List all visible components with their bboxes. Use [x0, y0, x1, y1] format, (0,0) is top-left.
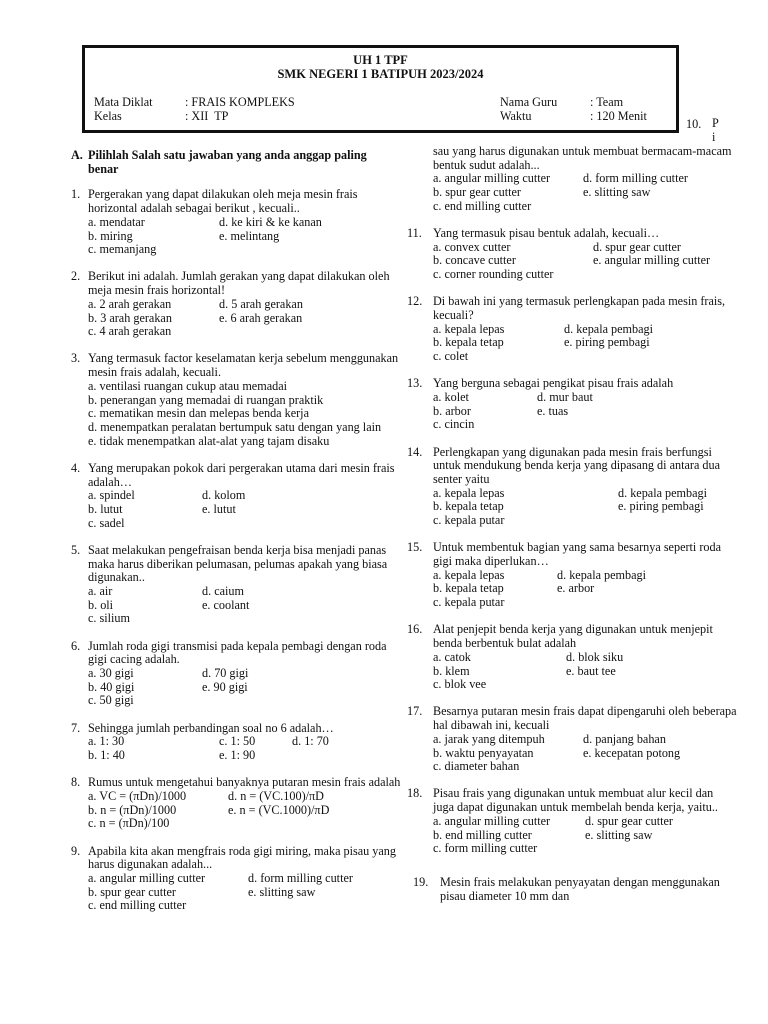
question-number: 12. [407, 294, 423, 309]
question-text: Mesin frais melakukan penyayatan dengan menggunakan pisau diameter 10 mm dan [440, 874, 720, 903]
option-b[interactable]: b. lutut [88, 501, 123, 516]
question-text: Pergerakan yang dapat dilakukan oleh meja mesin frais horizontal adalah sebagai berikut , kecuali.. [88, 187, 358, 216]
question-5 [71, 544, 401, 626]
question-6 [71, 640, 401, 709]
option-b[interactable]: b. klem [433, 663, 470, 678]
option-d[interactable]: d. kolom [202, 488, 246, 503]
option-b[interactable]: b. spur gear cutter [88, 884, 176, 899]
option-b[interactable]: b. arbor [433, 403, 471, 418]
option-a[interactable]: a. jarak yang ditempuh [433, 731, 545, 746]
section-instruction: Pilihlah Salah satu jawaban yang anda anggap paling benar [88, 148, 367, 176]
exam-header [82, 45, 679, 133]
option-b[interactable]: b. kepala tetap [433, 581, 504, 596]
option-e[interactable]: e. piring pembagi [618, 499, 704, 514]
option-d[interactable]: d. 5 arah gerakan [219, 296, 303, 311]
option-c[interactable]: c. end milling cutter [433, 198, 532, 213]
option-e[interactable]: e. coolant [202, 597, 250, 612]
option-d[interactable]: d. blok siku [566, 649, 624, 664]
option-e[interactable]: e. 6 arah gerakan [219, 310, 303, 325]
option-e[interactable]: e. tuas [537, 403, 569, 418]
option-b[interactable]: b. miring [88, 228, 133, 243]
option-d[interactable]: d. spur gear cutter [593, 239, 681, 254]
option-e[interactable]: e. piring pembagi [564, 335, 650, 350]
question-9 [71, 845, 401, 914]
question-number: 16. [407, 622, 423, 637]
question-text: Di bawah ini yang termasuk perlengkapan pada mesin frais, kecuali? [433, 294, 726, 323]
option-b[interactable]: b. end milling cutter [433, 827, 532, 842]
option-a[interactable]: a. kepala lepas [433, 321, 505, 336]
waktu-label: Waktu [500, 109, 532, 123]
question-text: Yang merupakan pokok dari pergerakan utama dari mesin frais adalah… [88, 460, 395, 489]
side-fragment-i: i [712, 130, 716, 144]
option-b[interactable]: b. waktu penyayatan [433, 745, 534, 760]
option-c[interactable]: c. 50 gigi [88, 693, 134, 708]
question-number: 13. [407, 376, 423, 391]
question-17 [407, 705, 737, 774]
option-a[interactable]: a. VC = (πDn)/1000 [88, 788, 187, 803]
option-a[interactable]: a. 2 arah gerakan [88, 296, 172, 311]
option-a[interactable]: a. angular milling cutter [433, 171, 551, 186]
option-a[interactable]: a. ventilasi ruangan cukup atau memadai [88, 378, 287, 393]
question-number: 18. [407, 786, 423, 801]
question-text: Perlengkapan yang digunakan pada mesin frais berfungsi untuk mendukung benda kerja yang dipasang di antara dua senter yaitu [433, 444, 720, 487]
option-a[interactable]: a. kolet [433, 390, 469, 405]
question-number: 8. [71, 775, 81, 790]
option-c[interactable]: c. kepala putar [433, 513, 505, 528]
option-b[interactable]: b. 3 arah gerakan [88, 310, 172, 325]
question-4 [71, 462, 401, 531]
question-number: 17. [407, 704, 423, 719]
mata-diklat-label: Mata Diklat [94, 95, 153, 109]
option-c[interactable]: c. sadel [88, 515, 125, 530]
question-number: 19. [413, 874, 429, 889]
option-d[interactable]: d. kepala pembagi [618, 485, 708, 500]
option-c[interactable]: c. blok vee [433, 677, 487, 692]
option-a[interactable]: a. mendatar [88, 214, 145, 229]
school-title: SMK NEGERI 1 BATIPUH 2023/2024 [277, 67, 484, 81]
question-text: Apabila kita akan mengfrais roda gigi miring, maka pisau yang harus digunakan adalah... [88, 843, 396, 872]
question-text: Besarnya putaran mesin frais dapat dipengaruhi oleh beberapa hal dibawah ini, kecuali [433, 704, 737, 733]
question-number: 2. [71, 269, 81, 284]
question-2 [71, 270, 401, 339]
question-10-continuation [407, 145, 737, 214]
option-c[interactable]: c. n = (πDn)/100 [88, 816, 170, 831]
option-a[interactable]: a. 30 gigi [88, 666, 134, 680]
waktu-value: : 120 Menit [590, 109, 647, 123]
question-text: Yang termasuk pisau bentuk adalah, kecuali… [433, 226, 660, 241]
question-number: 7. [71, 720, 81, 735]
question-text: Saat melakukan pengefraisan benda kerja bisa menjadi panas maka harus diberikan pelumasan, pelumas apakah yang biasa digunakan.. [88, 542, 388, 585]
section-heading [71, 149, 401, 176]
option-d[interactable]: d. caium [202, 583, 244, 598]
question-number: 14. [407, 444, 423, 459]
option-a[interactable]: a. angular milling cutter [88, 870, 206, 885]
kelas-label: Kelas [94, 109, 122, 123]
question-number: 6. [71, 638, 81, 653]
question-19 [407, 876, 737, 903]
option-e[interactable]: e. angular milling cutter [593, 253, 711, 268]
option-d[interactable]: d. form milling cutter [248, 870, 353, 885]
question-text: sau yang harus digunakan untuk membuat bermacam-macam bentuk sudut adalah... [433, 144, 732, 172]
option-c[interactable]: c. corner rounding cutter [433, 267, 554, 282]
question-number: 5. [71, 542, 81, 557]
option-b[interactable]: b. 40 gigi [88, 679, 135, 694]
nama-guru-value: : Team [590, 95, 624, 109]
option-c[interactable]: c. cincin [433, 417, 475, 432]
option-c[interactable]: c. 1: 50 [219, 734, 256, 749]
question-18 [407, 787, 737, 856]
option-c[interactable]: c. end milling cutter [88, 898, 187, 913]
question-text: Rumus untuk mengetahui banyaknya putaran mesin frais adalah [88, 775, 401, 790]
option-b[interactable]: b. concave cutter [433, 253, 516, 268]
question-text: Sehingga jumlah perbandingan soal no 6 adalah… [88, 720, 334, 735]
question-number: 9. [71, 843, 81, 858]
option-c[interactable]: c. colet [433, 349, 469, 364]
option-b[interactable]: b. 1: 40 [88, 748, 125, 763]
mata-diklat-value: : FRAIS KOMPLEKS [185, 95, 295, 109]
exam-title: UH 1 TPF [353, 53, 408, 67]
option-b[interactable]: b. penerangan yang memadai di ruangan praktik [88, 392, 324, 407]
option-a[interactable]: a. kepala lepas [433, 567, 505, 582]
kelas-value: : XII TP [185, 109, 229, 123]
option-c[interactable]: c. diameter bahan [433, 759, 520, 774]
question-number: 15. [407, 540, 423, 555]
left-column [71, 149, 401, 927]
question-12 [407, 295, 737, 364]
option-b[interactable]: b. spur gear cutter [433, 185, 521, 200]
question-number: 11. [407, 226, 422, 241]
option-e[interactable]: e. melintang [219, 228, 280, 243]
question-11 [407, 227, 737, 282]
question-text: Untuk membentuk bagian yang sama besarnya seperti roda gigi maka diperlukan… [433, 540, 722, 569]
question-text: Yang termasuk factor keselamatan kerja sebelum menggunakan mesin frais adalah, kecuali. [88, 351, 399, 380]
option-a[interactable]: a. convex cutter [433, 239, 511, 254]
option-e[interactable]: e. 1: 90 [219, 748, 256, 763]
option-e[interactable]: e. kecepatan potong [583, 745, 681, 760]
option-a[interactable]: a. kepala lepas [433, 485, 505, 500]
option-d[interactable]: d. panjang bahan [583, 731, 666, 746]
question-text: Berikut ini adalah. Jumlah gerakan yang dapat dilakukan oleh meja mesin frais horizontal! [88, 269, 390, 298]
question-16 [407, 623, 737, 692]
option-c[interactable]: c. 4 arah gerakan [88, 324, 172, 339]
question-number: 1. [71, 187, 81, 202]
side-fragment-p: P [712, 116, 719, 130]
option-a[interactable]: a. air [88, 583, 113, 598]
question-number: 3. [71, 351, 81, 366]
question-text: Yang berguna sebagai pengikat pisau frais adalah [433, 376, 674, 391]
option-d[interactable]: d. kepala pembagi [564, 321, 654, 336]
option-a[interactable]: a. catok [433, 649, 471, 664]
question-number: 4. [71, 460, 81, 475]
option-c[interactable]: c. silium [88, 611, 130, 626]
option-d[interactable]: d. form milling cutter [583, 171, 688, 186]
option-d[interactable]: d. n = (VC.100)/πD [228, 788, 324, 803]
option-d[interactable]: d. ke kiri & ke kanan [219, 214, 322, 229]
option-c[interactable]: c. mematikan mesin dan melepas benda kerja [88, 406, 309, 421]
option-d[interactable]: d. 1: 70 [292, 734, 329, 749]
option-b[interactable]: b. kepala tetap [433, 499, 504, 514]
option-e[interactable]: e. lutut [202, 501, 236, 516]
right-column [407, 145, 737, 903]
option-e[interactable]: e. slitting saw [248, 884, 316, 899]
option-e[interactable]: e. tidak menempatkan alat-alat yang tajam disaku [88, 433, 330, 448]
option-a[interactable]: a. spindel [88, 488, 135, 503]
option-e[interactable]: e. 90 gigi [202, 679, 248, 694]
option-a[interactable]: a. 1: 30 [88, 734, 125, 749]
option-b[interactable]: b. kepala tetap [433, 335, 504, 350]
option-b[interactable]: b. oli [88, 597, 114, 612]
question-1 [71, 188, 401, 257]
option-e[interactable]: e. slitting saw [583, 185, 651, 200]
question-text: Alat penjepit benda kerja yang digunakan untuk menjepit benda berbentuk bulat adalah [433, 622, 713, 651]
option-e[interactable]: e. arbor [557, 581, 595, 596]
question-15 [407, 541, 737, 610]
option-d[interactable]: d. spur gear cutter [585, 813, 673, 828]
question-7 [71, 722, 401, 763]
option-c[interactable]: c. kepala putar [433, 595, 505, 610]
side-question-number: 10. [686, 117, 702, 131]
option-e[interactable]: e. slitting saw [585, 827, 653, 842]
question-13 [407, 377, 737, 432]
section-label: A. [71, 148, 83, 162]
option-d[interactable]: d. mur baut [537, 390, 593, 405]
question-text: Pisau frais yang digunakan untuk membuat alur kecil dan juga dapat digunakan untuk membelah benda kerja, yaitu.. [433, 786, 718, 815]
nama-guru-label: Nama Guru [500, 95, 558, 109]
option-e[interactable]: e. baut tee [566, 663, 616, 678]
option-c[interactable]: c. form milling cutter [433, 841, 538, 856]
option-d[interactable]: d. kepala pembagi [557, 567, 647, 582]
option-b[interactable]: b. n = (πDn)/1000 [88, 802, 177, 817]
option-d[interactable]: d. 70 gigi [202, 666, 249, 680]
option-c[interactable]: c. memanjang [88, 242, 157, 257]
question-14 [407, 446, 737, 528]
question-8 [71, 776, 401, 831]
option-d[interactable]: d. menempatkan peralatan bertumpuk satu dengan yang lain [88, 419, 382, 434]
question-text: Jumlah roda gigi transmisi pada kepala pembagi dengan roda gigi cacing adalah. [88, 638, 387, 667]
question-3 [71, 352, 401, 448]
option-a[interactable]: a. angular milling cutter [433, 813, 551, 828]
option-e[interactable]: e. n = (VC.1000)/πD [228, 802, 330, 817]
